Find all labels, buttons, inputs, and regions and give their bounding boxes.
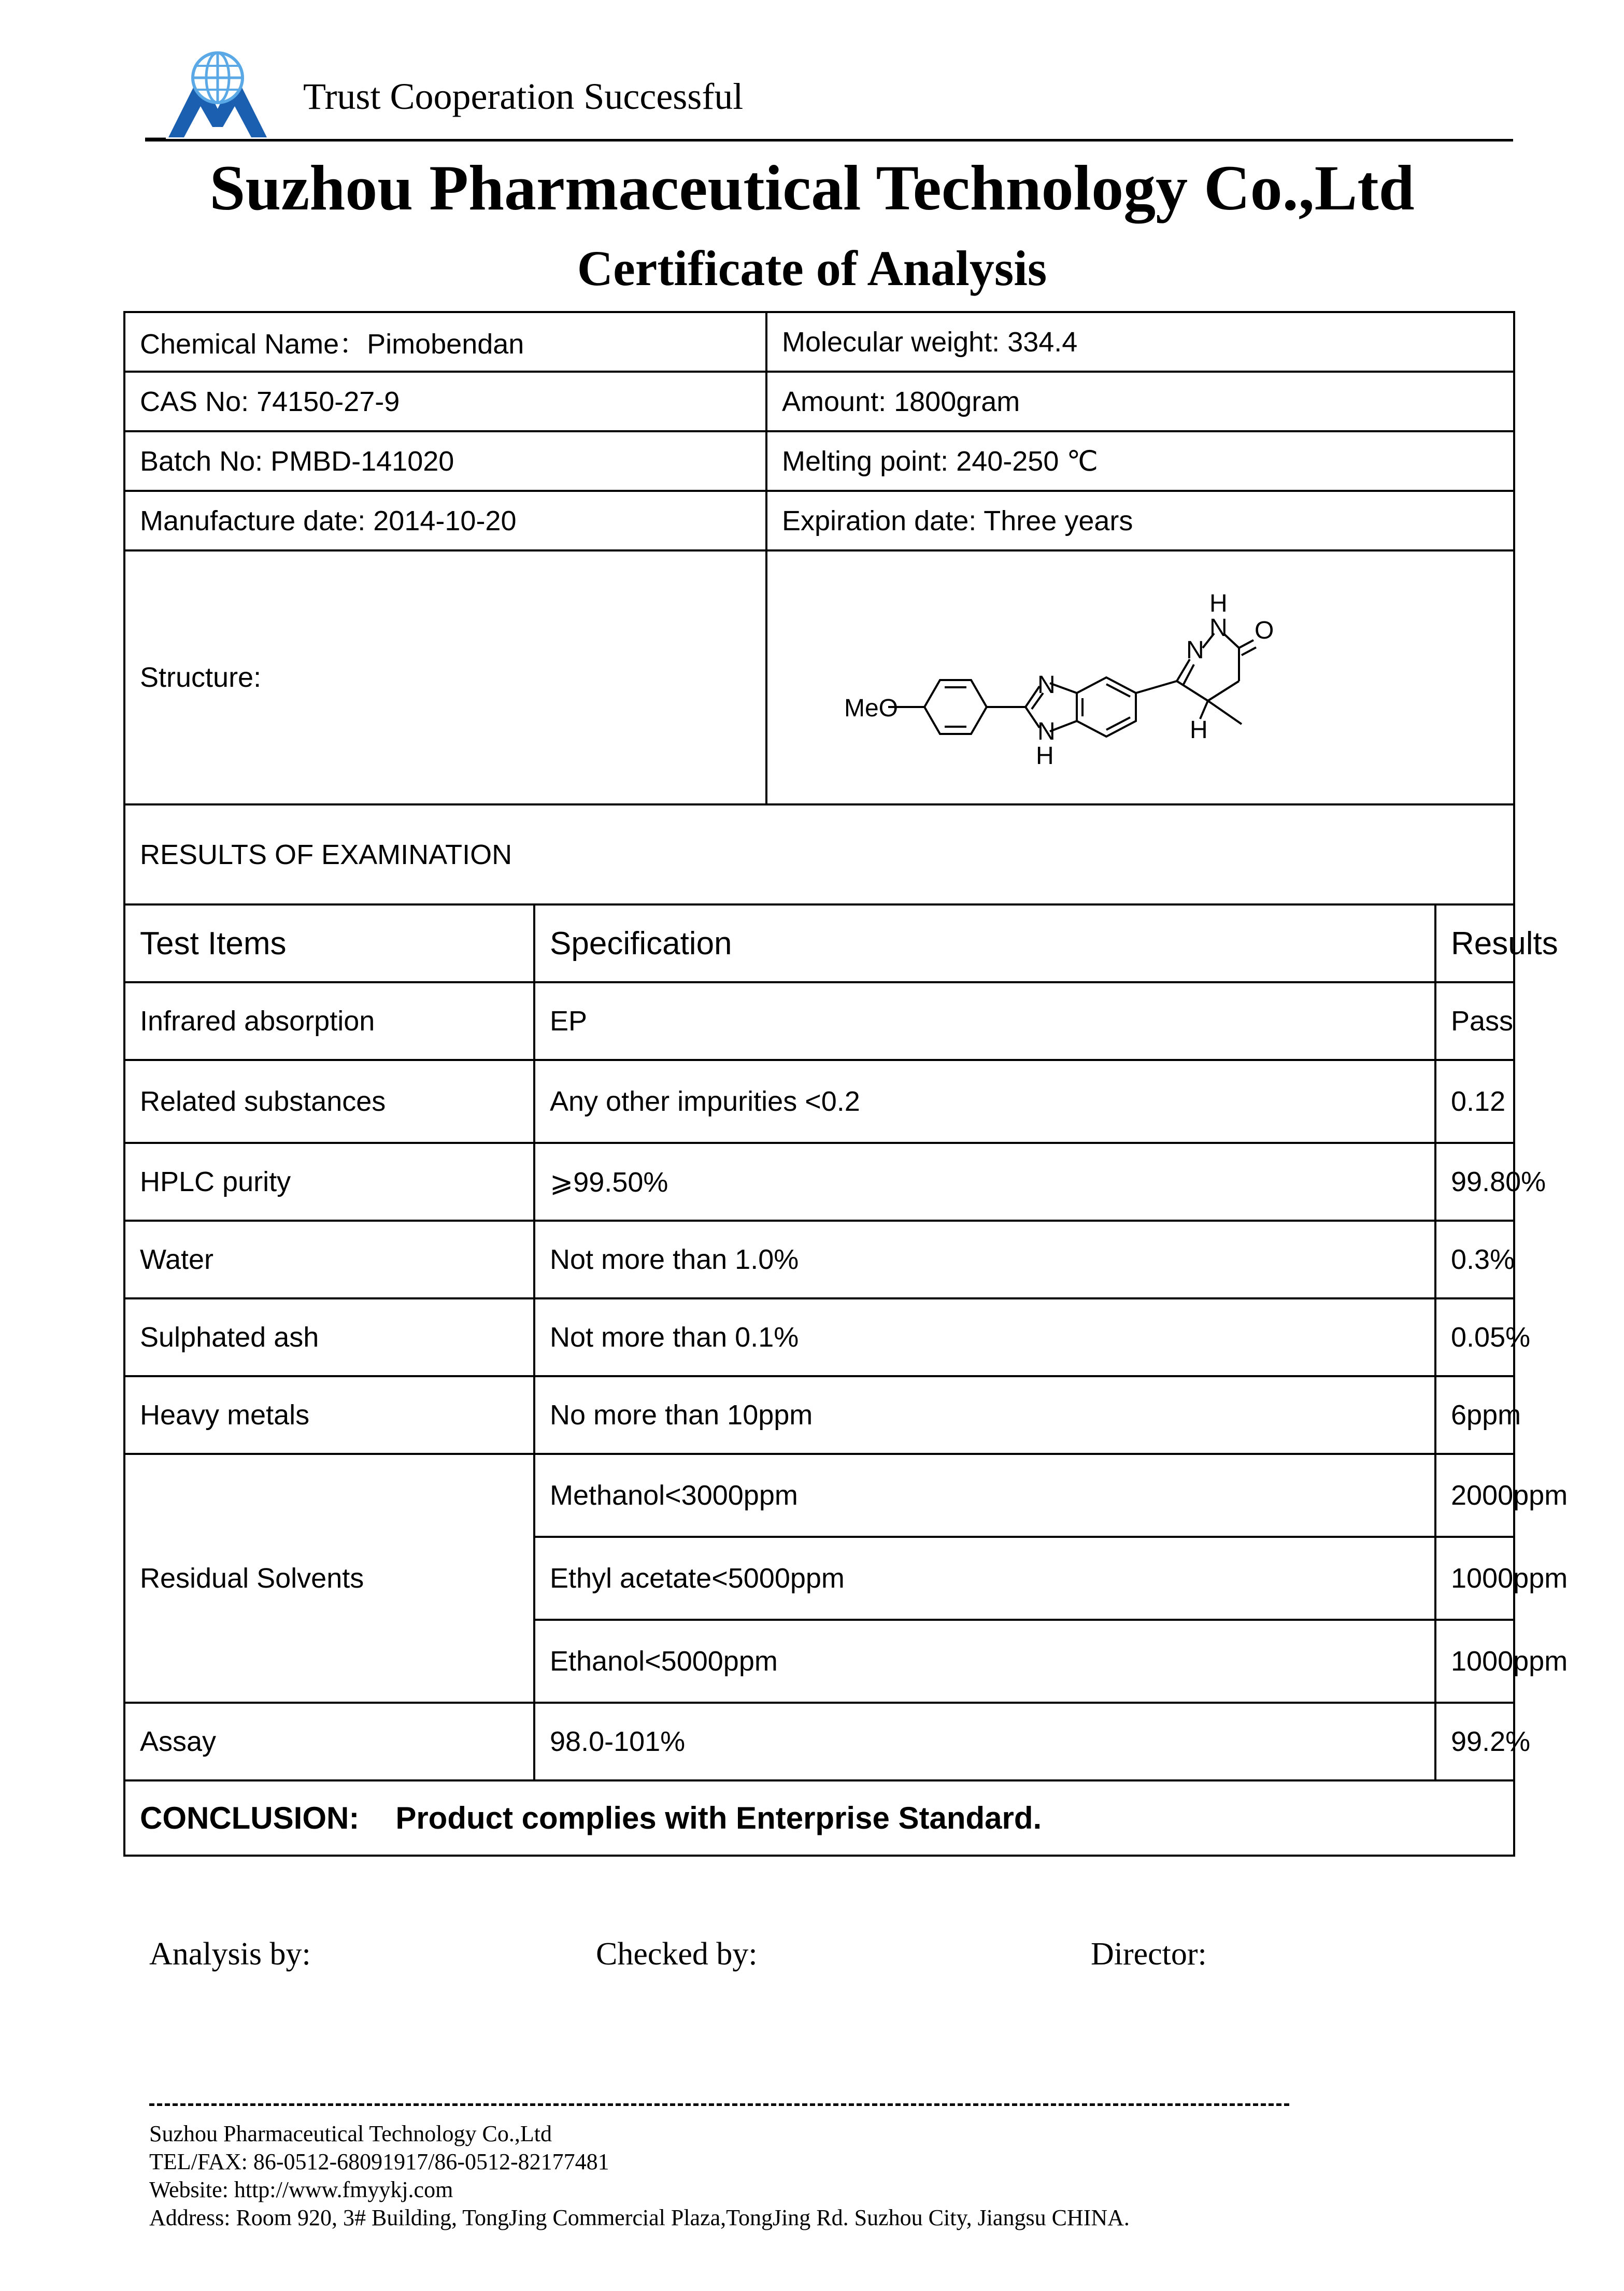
specification: Not more than 0.1%	[534, 1298, 1435, 1376]
checked-by-label: Checked by:	[596, 1936, 758, 1972]
specification: No more than 10ppm	[534, 1376, 1435, 1454]
structure-meo-label: MeO	[844, 695, 898, 722]
expiration-date: Expiration date: Three years	[766, 491, 1514, 550]
column-header-results: Results	[1435, 904, 1514, 982]
company-logo	[145, 49, 290, 143]
result: 1000ppm	[1435, 1620, 1514, 1703]
specification: ⩾99.50%	[534, 1143, 1435, 1221]
test-item: Related substances	[124, 1060, 534, 1143]
analysis-by-label: Analysis by:	[149, 1936, 311, 1972]
footer-address: Address: Room 920, 3# Building, TongJing Commercial Plaza,TongJing Rd. Suzhou City, Jiangsu CHINA.	[149, 2205, 1130, 2230]
result: 0.3%	[1435, 1221, 1514, 1298]
conclusion	[124, 1780, 1514, 1856]
result: 0.12	[1435, 1060, 1514, 1143]
specification: Methanol<3000ppm	[534, 1454, 1435, 1537]
test-item: Infrared absorption	[124, 982, 534, 1060]
conclusion-text: Product complies with Enterprise Standard.	[395, 1801, 1042, 1835]
test-item: Heavy metals	[124, 1376, 534, 1454]
test-item: Residual Solvents	[124, 1454, 534, 1703]
manufacture-date: Manufacture date: 2014-10-20	[124, 491, 766, 550]
molecular-weight: Molecular weight: 334.4	[766, 312, 1514, 372]
table-row	[124, 1143, 1514, 1221]
batch-number: Batch No: PMBD-141020	[124, 431, 766, 491]
cas-number: CAS No: 74150-27-9	[124, 372, 766, 431]
specification: Not more than 1.0%	[534, 1221, 1435, 1298]
table-row	[124, 1221, 1514, 1298]
test-item: Sulphated ash	[124, 1298, 534, 1376]
structure-n-label: N	[1186, 637, 1204, 664]
result: 6ppm	[1435, 1376, 1514, 1454]
result: 2000ppm	[1435, 1454, 1514, 1537]
result: 99.2%	[1435, 1703, 1514, 1780]
table-row	[124, 982, 1514, 1060]
specification: Ethanol<5000ppm	[534, 1620, 1435, 1703]
chemical-structure-drawing	[830, 561, 1451, 794]
specification: 98.0-101%	[534, 1703, 1435, 1780]
table-row	[124, 1298, 1514, 1376]
result: 99.80%	[1435, 1143, 1514, 1221]
test-item: Assay	[124, 1703, 534, 1780]
column-header-test-items: Test Items	[124, 904, 534, 982]
test-item: Water	[124, 1221, 534, 1298]
footer-rule	[149, 2103, 1289, 2106]
director-label: Director:	[1091, 1936, 1207, 1972]
footer-website: Website: http://www.fmyykj.com	[149, 2177, 453, 2202]
structure-n-label: N	[1209, 614, 1228, 642]
footer-company: Suzhou Pharmaceutical Technology Co.,Ltd	[149, 2121, 552, 2146]
result: 1000ppm	[1435, 1537, 1514, 1620]
table-row	[124, 1703, 1514, 1780]
footer	[149, 2120, 1130, 2232]
result: 0.05%	[1435, 1298, 1514, 1376]
structure-label: Structure:	[124, 550, 766, 804]
footer-telfax: TEL/FAX: 86-0512-68091917/86-0512-82177481	[149, 2149, 609, 2174]
amount: Amount: 1800gram	[766, 372, 1514, 431]
results-section-title: RESULTS OF EXAMINATION	[124, 804, 1514, 904]
conclusion-label: CONCLUSION:	[140, 1801, 360, 1835]
company-title: Suzhou Pharmaceutical Technology Co.,Ltd	[209, 152, 1415, 223]
company-tagline: Trust Cooperation Successful	[303, 76, 744, 117]
specification: EP	[534, 982, 1435, 1060]
test-item: HPLC purity	[124, 1143, 534, 1221]
structure-h-label: H	[1189, 716, 1208, 744]
table-row	[124, 1454, 1514, 1537]
table-row	[124, 1060, 1514, 1143]
result: Pass	[1435, 982, 1514, 1060]
document-title: Certificate of Analysis	[577, 241, 1047, 296]
structure-h-label: H	[1209, 590, 1228, 617]
structure-n-label: N	[1037, 671, 1056, 699]
structure-h-label: H	[1035, 742, 1054, 770]
column-header-specification: Specification	[534, 904, 1435, 982]
chemical-name: Chemical Name：Pimobendan	[124, 312, 766, 372]
header-rule	[145, 139, 1513, 142]
table-row	[124, 1376, 1514, 1454]
melting-point: Melting point: 240-250 ℃	[766, 431, 1514, 491]
structure-o-label: O	[1254, 617, 1274, 644]
certificate-table	[123, 311, 1568, 1857]
structure-cell	[766, 550, 1514, 804]
specification: Any other impurities <0.2	[534, 1060, 1435, 1143]
structure-n-label: N	[1037, 718, 1056, 745]
specification: Ethyl acetate<5000ppm	[534, 1537, 1435, 1620]
